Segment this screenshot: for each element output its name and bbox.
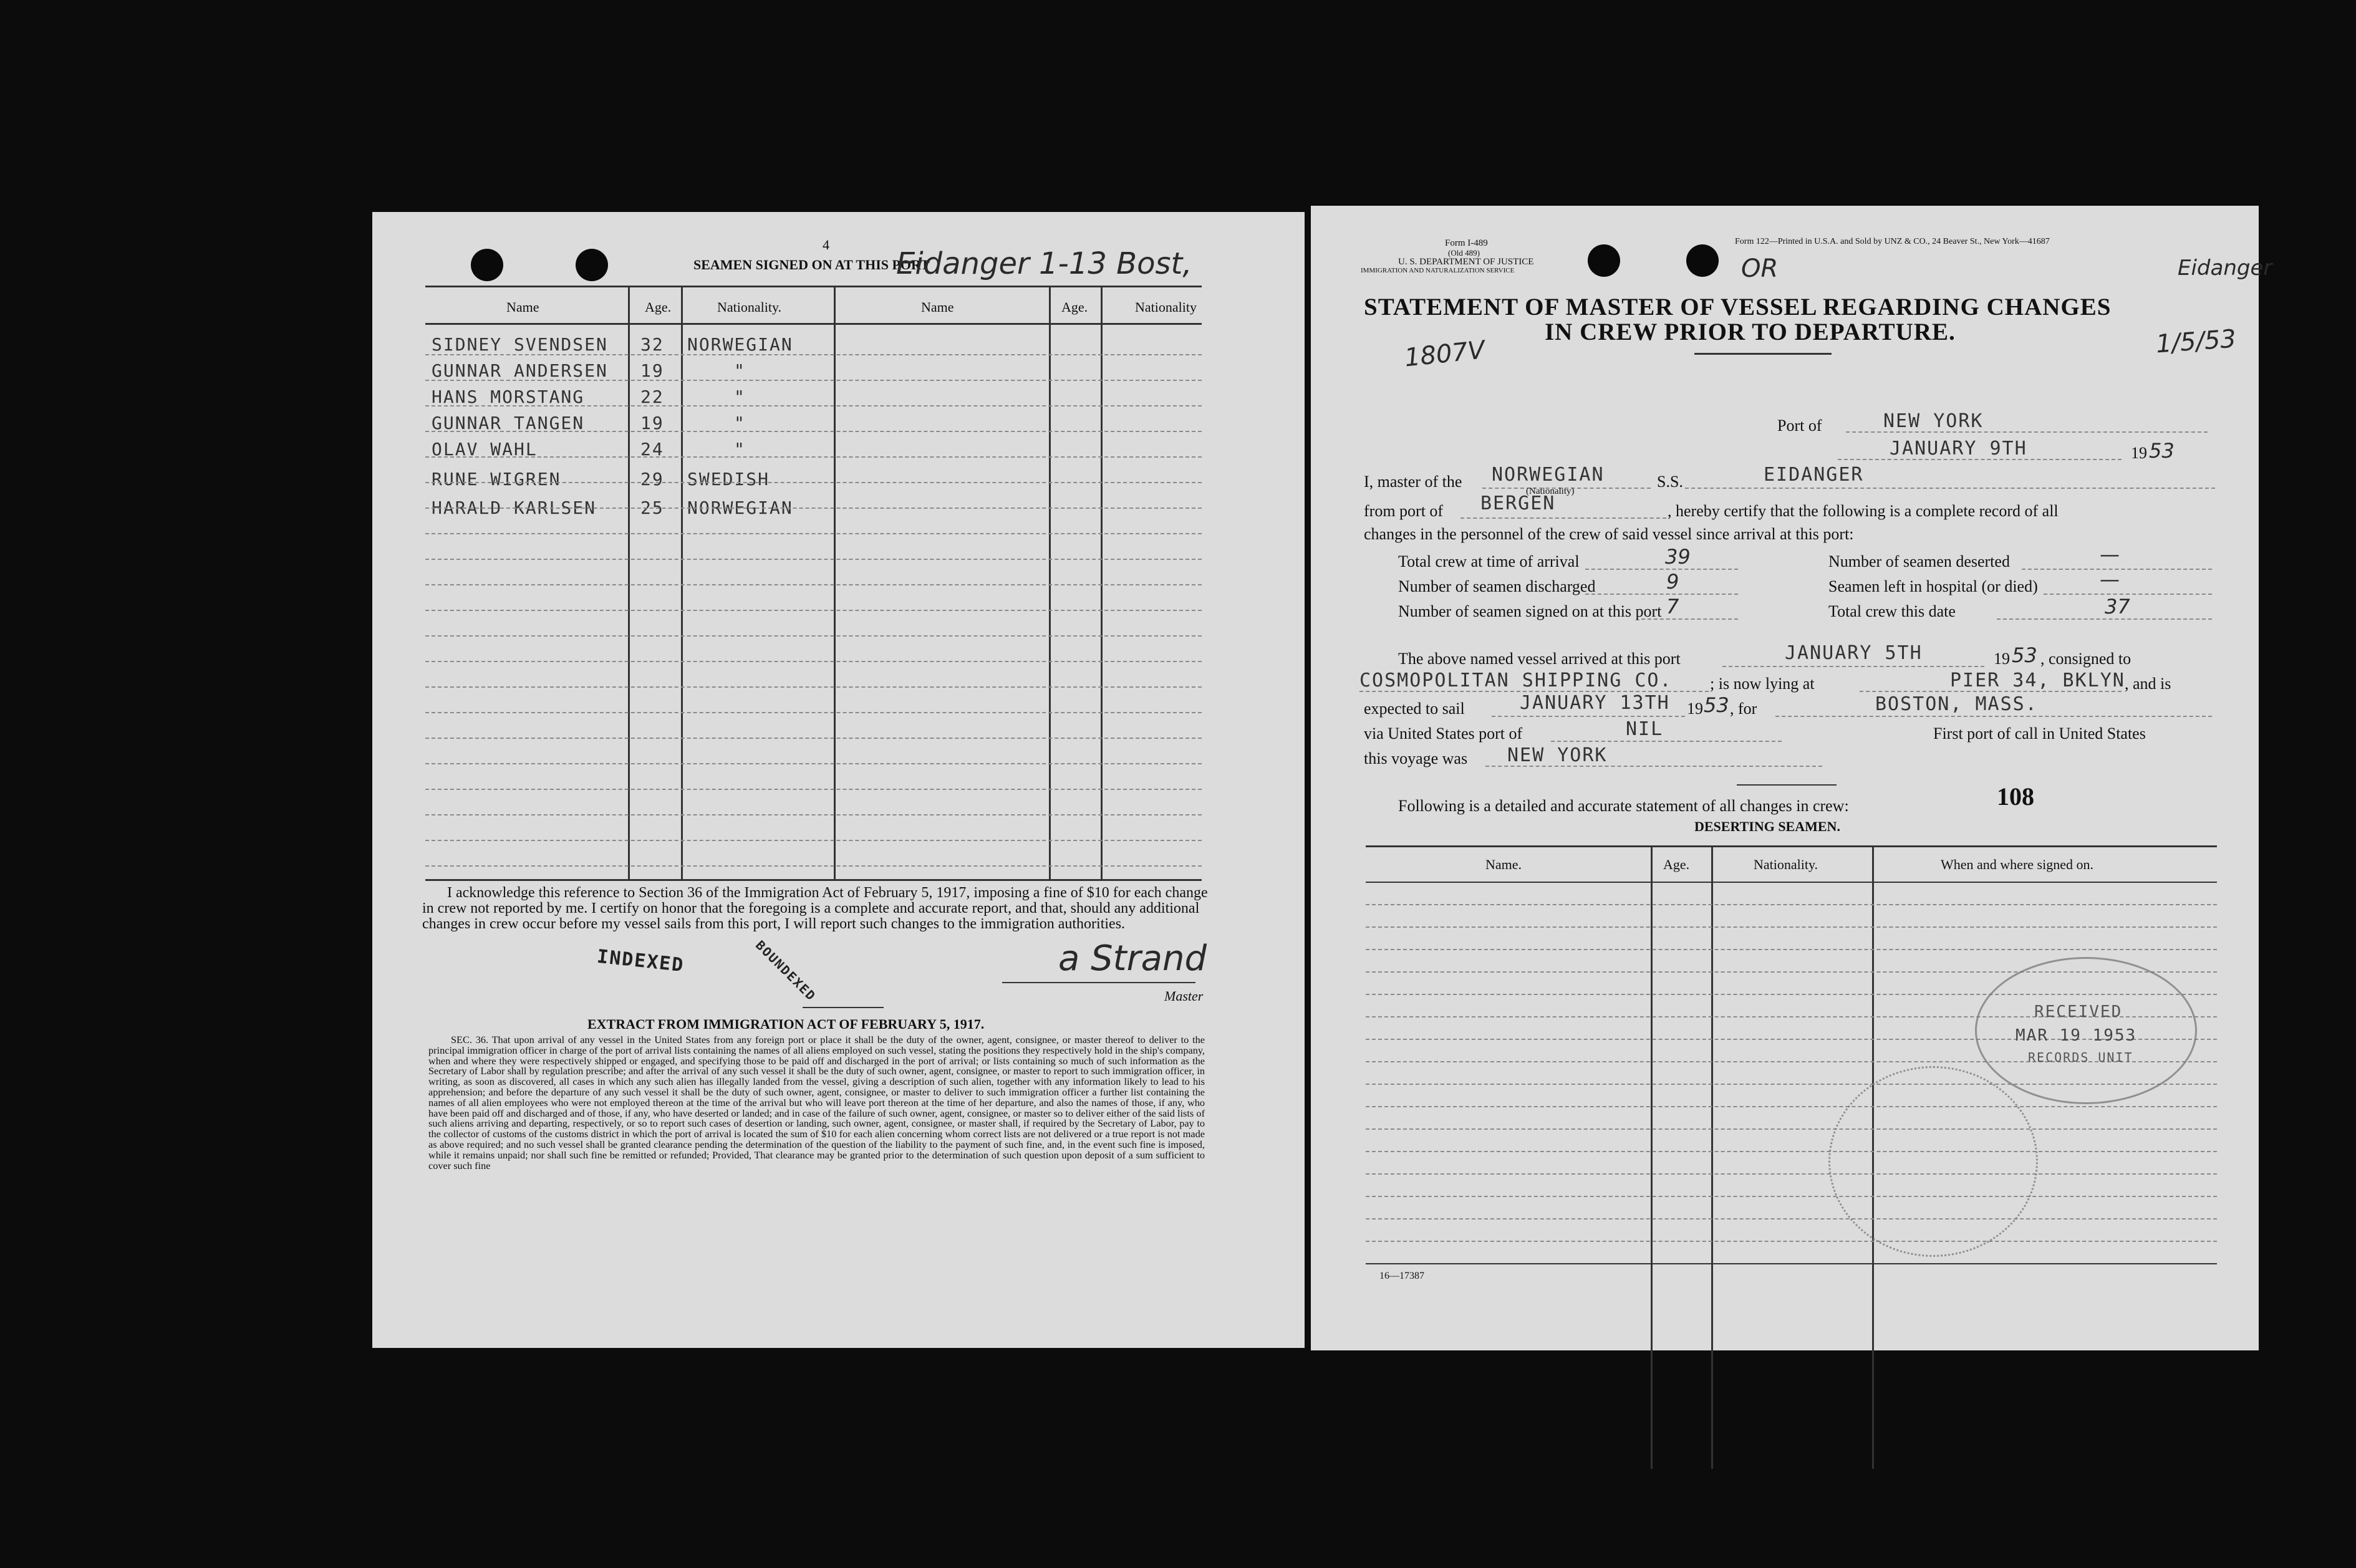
stat-label: Number of seamen signed on at this port xyxy=(1398,602,1662,620)
deserting-table-top xyxy=(1366,845,2217,847)
signature-rule xyxy=(803,1007,884,1008)
fill-line xyxy=(1846,431,2208,433)
col-header-age: Age. xyxy=(645,299,672,315)
page-number: 4 xyxy=(823,237,829,253)
row-rule xyxy=(425,661,1202,662)
statement-year-prefix: 19 xyxy=(2131,444,2147,462)
stat-label: Number of seamen deserted xyxy=(1828,552,2010,570)
seaman-name: GUNNAR ANDERSEN xyxy=(432,360,608,381)
stat-value: — xyxy=(2100,567,2120,591)
destination: BOSTON, MASS. xyxy=(1875,693,2038,715)
fill-line xyxy=(1551,741,1782,742)
seaman-name: HARALD KARLSEN xyxy=(432,498,597,518)
stat-label: Total crew this date xyxy=(1828,602,1956,620)
left-page xyxy=(372,212,1305,1348)
table-bottom-rule xyxy=(425,879,1202,881)
signature-rule xyxy=(1002,982,1195,983)
fill-line xyxy=(1722,666,1984,667)
seaman-age: 22 xyxy=(640,387,664,407)
row-rule xyxy=(425,456,1202,458)
short-rule xyxy=(1737,784,1837,786)
deserting-table-bottom xyxy=(1366,1263,2217,1264)
row-rule xyxy=(425,840,1202,841)
deserting-col-nationality: Nationality. xyxy=(1754,857,1818,872)
vessel-name: EIDANGER xyxy=(1764,464,1864,486)
from-port-value: BERGEN xyxy=(1480,493,1556,514)
seaman-name: HANS MORSTANG xyxy=(432,387,585,407)
received-stamp-date: MAR 19 1953 xyxy=(2016,1026,2137,1045)
row-rule xyxy=(425,431,1202,432)
records-unit-label: RECORDS UNIT xyxy=(2028,1050,2133,1065)
row-rule xyxy=(1366,1218,2217,1219)
row-rule xyxy=(1366,1196,2217,1197)
col-header-nationality: Nationality. xyxy=(717,299,782,315)
seaman-age: 25 xyxy=(640,498,664,518)
master-of-label: I, master of the xyxy=(1364,473,1462,491)
arrived-year: 53 xyxy=(2012,643,2037,667)
column-divider xyxy=(834,286,836,879)
seaman-name: SIDNEY SVENDSEN xyxy=(432,334,608,355)
master-signature: a Strand xyxy=(1058,938,1207,979)
footer-code: 16—17387 xyxy=(1379,1271,1424,1281)
seaman-name: OLAV WAHL xyxy=(432,439,538,459)
seaman-nationality: " xyxy=(734,439,746,459)
acknowledgment-text: I acknowledge this reference to Section 36 of the Immigration Act of February 5, 1917, imposing a fine of $10 for each change in crew not reported by me. I certify on honor that the foregoing is a complete and accurate report, and that, should any additional changes in crew occur before my vessel sails from this port, I will report such changes to the immigration authorities. xyxy=(422,885,1208,932)
fill-line xyxy=(1685,488,2215,489)
seaman-nationality: " xyxy=(734,413,746,433)
row-rule xyxy=(425,405,1202,406)
sail-label: expected to sail xyxy=(1364,700,1465,718)
from-port-label: from port of xyxy=(1364,502,1444,520)
stat-value: 37 xyxy=(2105,595,2130,618)
deserting-col-name: Name. xyxy=(1485,857,1522,872)
bound-stamp: BOUNDEXED xyxy=(753,937,819,1004)
form-title-line1: STATEMENT OF MASTER OF VESSEL REGARDING CHANGES xyxy=(1364,294,2112,320)
row-rule xyxy=(425,584,1202,585)
fill-line xyxy=(1641,618,1738,620)
stat-value: 7 xyxy=(1666,595,1679,618)
fill-line xyxy=(1838,459,2122,460)
row-rule xyxy=(425,712,1202,713)
row-rule xyxy=(425,635,1202,637)
punch-hole xyxy=(1686,244,1719,277)
right-page xyxy=(1311,206,2272,1350)
stat-label: Seamen left in hospital (or died) xyxy=(1828,577,2038,595)
seaman-name: RUNE WIGREN xyxy=(432,469,561,489)
row-rule xyxy=(425,610,1202,611)
consignee: COSMOPOLITAN SHIPPING CO. xyxy=(1359,670,1673,691)
row-rule xyxy=(425,789,1202,790)
seaman-nationality: SWEDISH xyxy=(687,469,770,489)
title-underline xyxy=(1694,353,1832,355)
following-text: Following is a detailed and accurate statement of all changes in crew: xyxy=(1398,797,1849,815)
row-rule xyxy=(1366,926,2217,928)
seaman-name: GUNNAR TANGEN xyxy=(432,413,585,433)
column-divider xyxy=(1651,845,1653,1469)
deserting-title: DESERTING SEAMEN. xyxy=(1694,819,1840,834)
row-rule xyxy=(425,482,1202,483)
handwritten-vessel: Eidanger xyxy=(2178,256,2272,281)
form-old-number: (Old 489) xyxy=(1448,248,1480,257)
punch-hole xyxy=(576,249,608,281)
arrived-label: The above named vessel arrived at this port xyxy=(1398,650,1681,668)
punch-hole xyxy=(471,249,503,281)
master-label: Master xyxy=(1164,988,1204,1004)
fill-line xyxy=(1585,569,1738,570)
column-divider xyxy=(628,286,630,879)
voyage-label: this voyage was xyxy=(1364,749,1468,767)
stat-value: 9 xyxy=(1666,570,1679,594)
seaman-age: 19 xyxy=(640,413,664,433)
column-divider xyxy=(681,286,683,879)
row-rule xyxy=(425,814,1202,815)
row-rule xyxy=(1366,1241,2217,1242)
deserting-col-age: Age. xyxy=(1663,857,1690,872)
and-is-text: , and is xyxy=(2125,675,2171,693)
form-number: Form I-489 xyxy=(1445,238,1488,248)
col-header-name: Name xyxy=(506,299,539,315)
form-title-line2: IN CREW PRIOR TO DEPARTURE. xyxy=(1545,319,1956,345)
header-rule xyxy=(425,323,1202,325)
row-rule xyxy=(425,559,1202,560)
pier-location: PIER 34, BKLYN xyxy=(1950,670,2125,691)
via-label: via United States port of xyxy=(1364,724,1523,743)
port-label: Port of xyxy=(1777,416,1822,435)
sail-year: 53 xyxy=(1704,693,1729,717)
nationality-caption: (Nationality) xyxy=(1526,486,1575,496)
column-divider xyxy=(1101,286,1103,879)
row-rule xyxy=(1366,949,2217,950)
row-rule xyxy=(425,763,1202,764)
table-top-rule xyxy=(425,286,1202,287)
deserting-header-rule xyxy=(1366,882,2217,883)
received-stamp-label: RECEIVED xyxy=(2034,1003,2123,1021)
fill-line xyxy=(1485,766,1822,767)
printer-note: Form 122—Printed in U.S.A. and Sold by UNZ & CO., 24 Beaver St., New York—41687 xyxy=(1735,237,2050,246)
stat-value: — xyxy=(2100,542,2120,566)
row-rule xyxy=(1366,1173,2217,1175)
row-rule xyxy=(425,533,1202,534)
row-rule xyxy=(425,354,1202,355)
lying-label: ; is now lying at xyxy=(1710,675,1815,693)
via-value: NIL xyxy=(1626,718,1664,740)
department-name: U. S. DEPARTMENT OF JUSTICE xyxy=(1398,257,1534,267)
nationality-value: NORWEGIAN xyxy=(1492,464,1605,486)
arrived-date: JANUARY 5TH xyxy=(1785,642,1923,664)
fill-line xyxy=(1860,691,2122,692)
row-rule xyxy=(425,865,1202,867)
stat-value: 39 xyxy=(1665,545,1691,569)
port-value: NEW YORK xyxy=(1883,410,1984,432)
sail-date: JANUARY 13TH xyxy=(1520,692,1670,714)
stamp-number: 108 xyxy=(1997,782,2034,810)
indexed-stamp: INDEXED xyxy=(596,945,685,977)
seaman-nationality: NORWEGIAN xyxy=(687,334,793,355)
sail-year-prefix: 19 xyxy=(1687,700,1703,718)
fill-line xyxy=(1585,594,1738,595)
punch-hole xyxy=(1588,244,1620,277)
handwritten-date: 1/5/53 xyxy=(2155,324,2238,359)
certify-text: , hereby certify that the following is a complete record of all xyxy=(1668,502,2059,520)
handwritten-note: Eidanger 1-13 Bost, xyxy=(896,246,1192,281)
fill-line xyxy=(1492,716,1685,717)
column-divider xyxy=(1049,286,1051,879)
seaman-age: 29 xyxy=(640,469,664,489)
row-rule xyxy=(1366,904,2217,905)
arrived-year-prefix: 19 xyxy=(1994,650,2010,668)
col-header-name-2: Name xyxy=(921,299,954,315)
ss-label: S.S. xyxy=(1657,473,1683,491)
first-port-label: First port of call in United States xyxy=(1933,724,2146,743)
section-36-text: SEC. 36. That upon arrival of any vessel in the United States from any foreign port or place it shall be the duty of the owner, agent, consignee, or master thereof to deliver to the principal immigration officer in charge of the port of arrival lists containing the names of all aliens employed on such vessel, stating the positions they respectively hold in the ship's company, when and where they were respectively shipped or engaged, and specifying those to be paid off and discharged in the port of arrival; or lists containing so much of such information as the Secretary of Labor shall by regulation prescribe; and after the arrival of any such vessel it shall be the duty of such owner, agent, consignee, or master to report to such immigration officer, in writing, as soon as discovered, all cases in which any such alien has illegally landed from the vessel, giving a description of such alien, together with any information likely to lead to his apprehension; and before the departure of any such vessel it shall be the duty of such owner, agent, consignee, or master to deliver to such immigration officer a further list containing the names of all alien employees who were not employed thereon at the time of the arrival but who will leave port thereon at the time of her departure, and also the names of those, if any, who have been paid off and discharged and of those, if any, who have deserted or landed; and in case of the failure of such owner, agent, consignee, or master so to deliver either of the said lists of such aliens arriving and departing, respectively, or so to report such cases of desertion or landing, such owner, agent, consignee, or master shall, if required by the Secretary of Labor, pay to the collector of customs of the customs district in which the port of arrival is located the sum of $10 for each alien concerning whom correct lists are not delivered or a true report is not made as above required; and no such vessel shall be granted clearance pending the determination of the question of the liability to the payment of such fine, and, in the event such fine is imposed, while it remains unpaid; nor shall such fine be remitted or refunded; Provided, That clearance may be granted prior to the determination of such question upon deposit of a sum sufficient to cover such fine xyxy=(428,1034,1205,1171)
seaman-nationality: NORWEGIAN xyxy=(687,498,793,518)
seaman-nationality: " xyxy=(734,360,746,381)
fill-line xyxy=(1997,618,2212,620)
row-rule xyxy=(425,738,1202,739)
fill-line xyxy=(1775,716,2212,717)
statement-year: 53 xyxy=(2149,439,2175,463)
column-divider xyxy=(1711,845,1713,1469)
stat-label: Total crew at time of arrival xyxy=(1398,552,1580,570)
fill-line xyxy=(1460,517,1666,519)
row-rule xyxy=(1366,1151,2217,1152)
changes-text: changes in the personnel of the crew of said vessel since arrival at this port: xyxy=(1364,525,1854,543)
row-rule xyxy=(1366,1106,2217,1107)
voyage-value: NEW YORK xyxy=(1507,744,1608,766)
handwritten-or: OR xyxy=(1741,254,1779,283)
stat-label: Number of seamen discharged xyxy=(1398,577,1596,595)
seaman-nationality: " xyxy=(734,387,746,407)
service-name: IMMIGRATION AND NATURALIZATION SERVICE xyxy=(1361,267,1515,274)
handwritten-number: 1807V xyxy=(1402,335,1487,373)
deserting-col-signed-on: When and where signed on. xyxy=(1941,857,2093,872)
extract-title: EXTRACT FROM IMMIGRATION ACT OF FEBRUARY 5, 1917. xyxy=(587,1016,985,1032)
seaman-age: 32 xyxy=(640,334,664,355)
page-title: SEAMEN SIGNED ON AT THIS PORT xyxy=(693,257,930,272)
seaman-age: 19 xyxy=(640,360,664,381)
seaman-age: 24 xyxy=(640,439,664,459)
row-rule xyxy=(1366,1128,2217,1130)
row-rule xyxy=(425,686,1202,688)
statement-date: JANUARY 9TH xyxy=(1890,438,2027,459)
consigned-label: , consigned to xyxy=(2040,650,2132,668)
for-label: , for xyxy=(1730,700,1757,718)
col-header-age-2: Age. xyxy=(1061,299,1088,315)
row-rule xyxy=(425,380,1202,381)
col-header-nationality-2: Nationality xyxy=(1135,299,1197,315)
faded-stamp xyxy=(1828,1066,2038,1257)
row-rule xyxy=(425,507,1202,509)
